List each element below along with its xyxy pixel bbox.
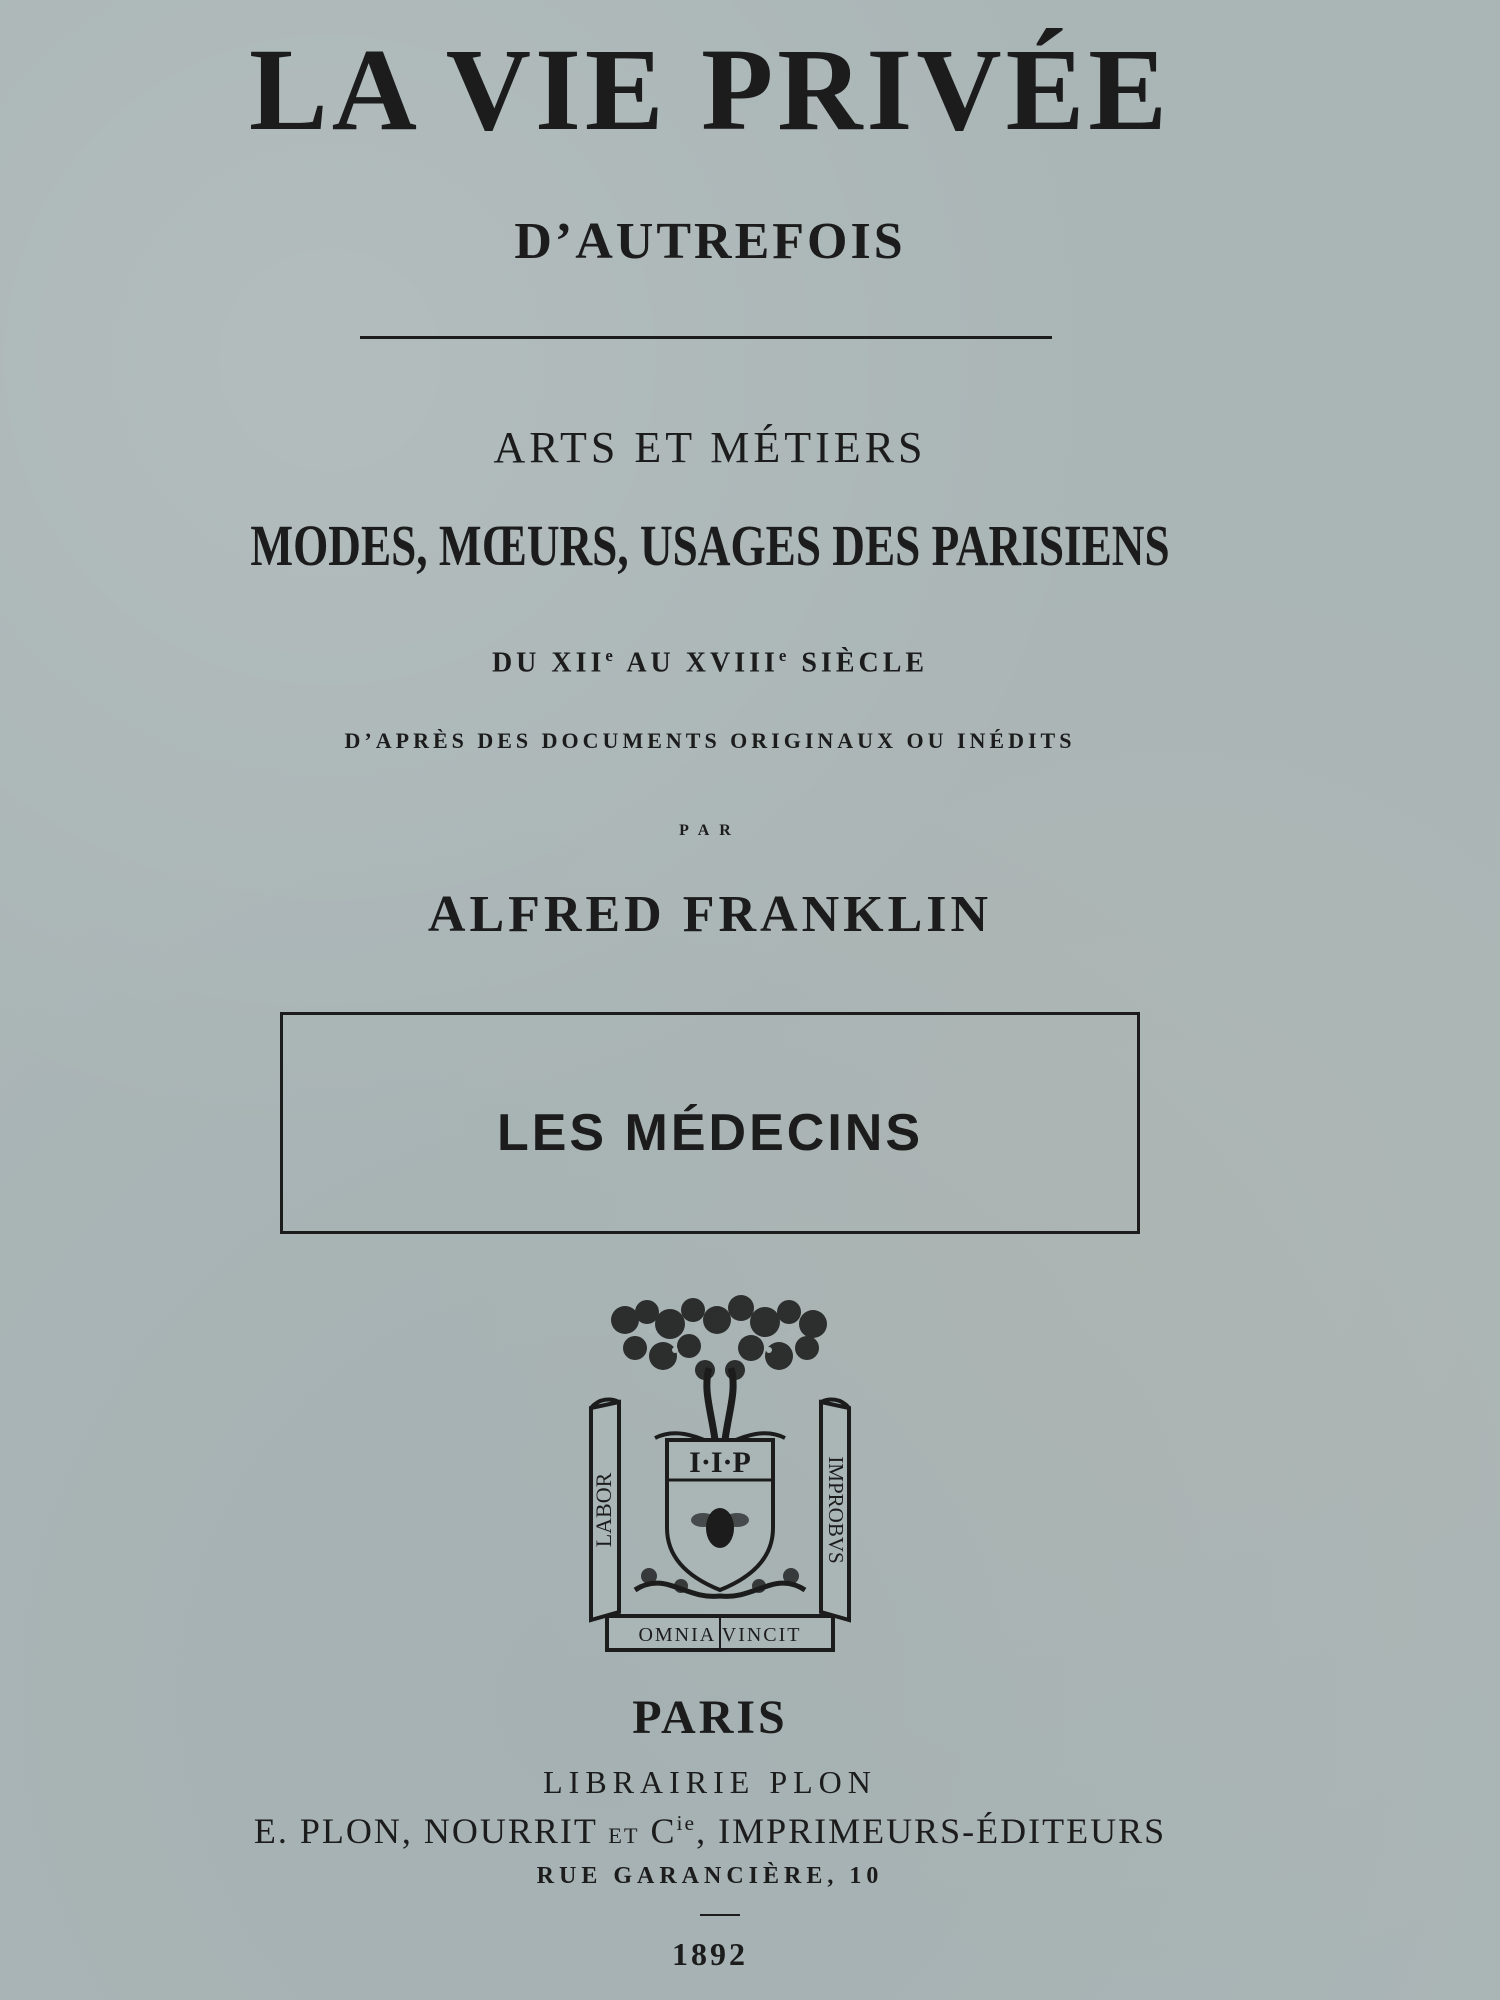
book-title: LA VIE PRIVÉE (249, 24, 1171, 155)
volume-title: LES MÉDECINS (496, 1104, 924, 1162)
city: PARIS (632, 1691, 788, 1744)
period-line (0, 646, 1420, 679)
period-sup-1: e (605, 646, 617, 665)
printers-sup: ie (676, 1811, 697, 1835)
title-rule (360, 336, 1052, 339)
publisher-address: RUE GARANCIÈRE, 10 (536, 1863, 884, 1889)
author-name: ALFRED FRANKLIN (427, 886, 993, 943)
emblem-motto-left: LABOR (591, 1472, 616, 1548)
publisher-name: LIBRAIRIE PLON (543, 1764, 877, 1800)
printers-part-3: , IMPRIMEURS-ÉDITEURS (696, 1811, 1167, 1851)
by-line: PAR (679, 822, 741, 839)
volume-title-box (280, 1012, 1140, 1234)
printers-line (0, 1810, 1420, 1852)
publisher-emblem (585, 1290, 855, 1660)
sources-line: D’APRÈS DES DOCUMENTS ORIGINAUX OU INÉDITS (344, 728, 1076, 753)
publication-year: 1892 (672, 1936, 748, 1972)
printers-part-2: C (639, 1811, 677, 1851)
period-prefix: DU XII (491, 647, 606, 679)
period-suffix: SIÈCLE (790, 647, 929, 679)
printers-part-1: E. PLON, NOURRIT (253, 1811, 609, 1851)
period-middle: AU XVIII (616, 647, 779, 679)
emblem-monogram: I·I·P (689, 1446, 751, 1479)
emblem-motto-right: IMPROBVS (824, 1456, 848, 1564)
emblem-motto-bottom: OMNIA VINCIT (638, 1624, 802, 1646)
year-rule (700, 1914, 740, 1916)
series-title: ARTS ET MÉTIERS (493, 423, 927, 472)
printers-et: ET (608, 1823, 640, 1848)
period-sup-2: e (778, 646, 791, 665)
topics-line: MODES, MŒURS, USAGES DES PARISIENS (250, 513, 1170, 578)
book-subtitle: D’AUTREFOIS (514, 213, 906, 270)
